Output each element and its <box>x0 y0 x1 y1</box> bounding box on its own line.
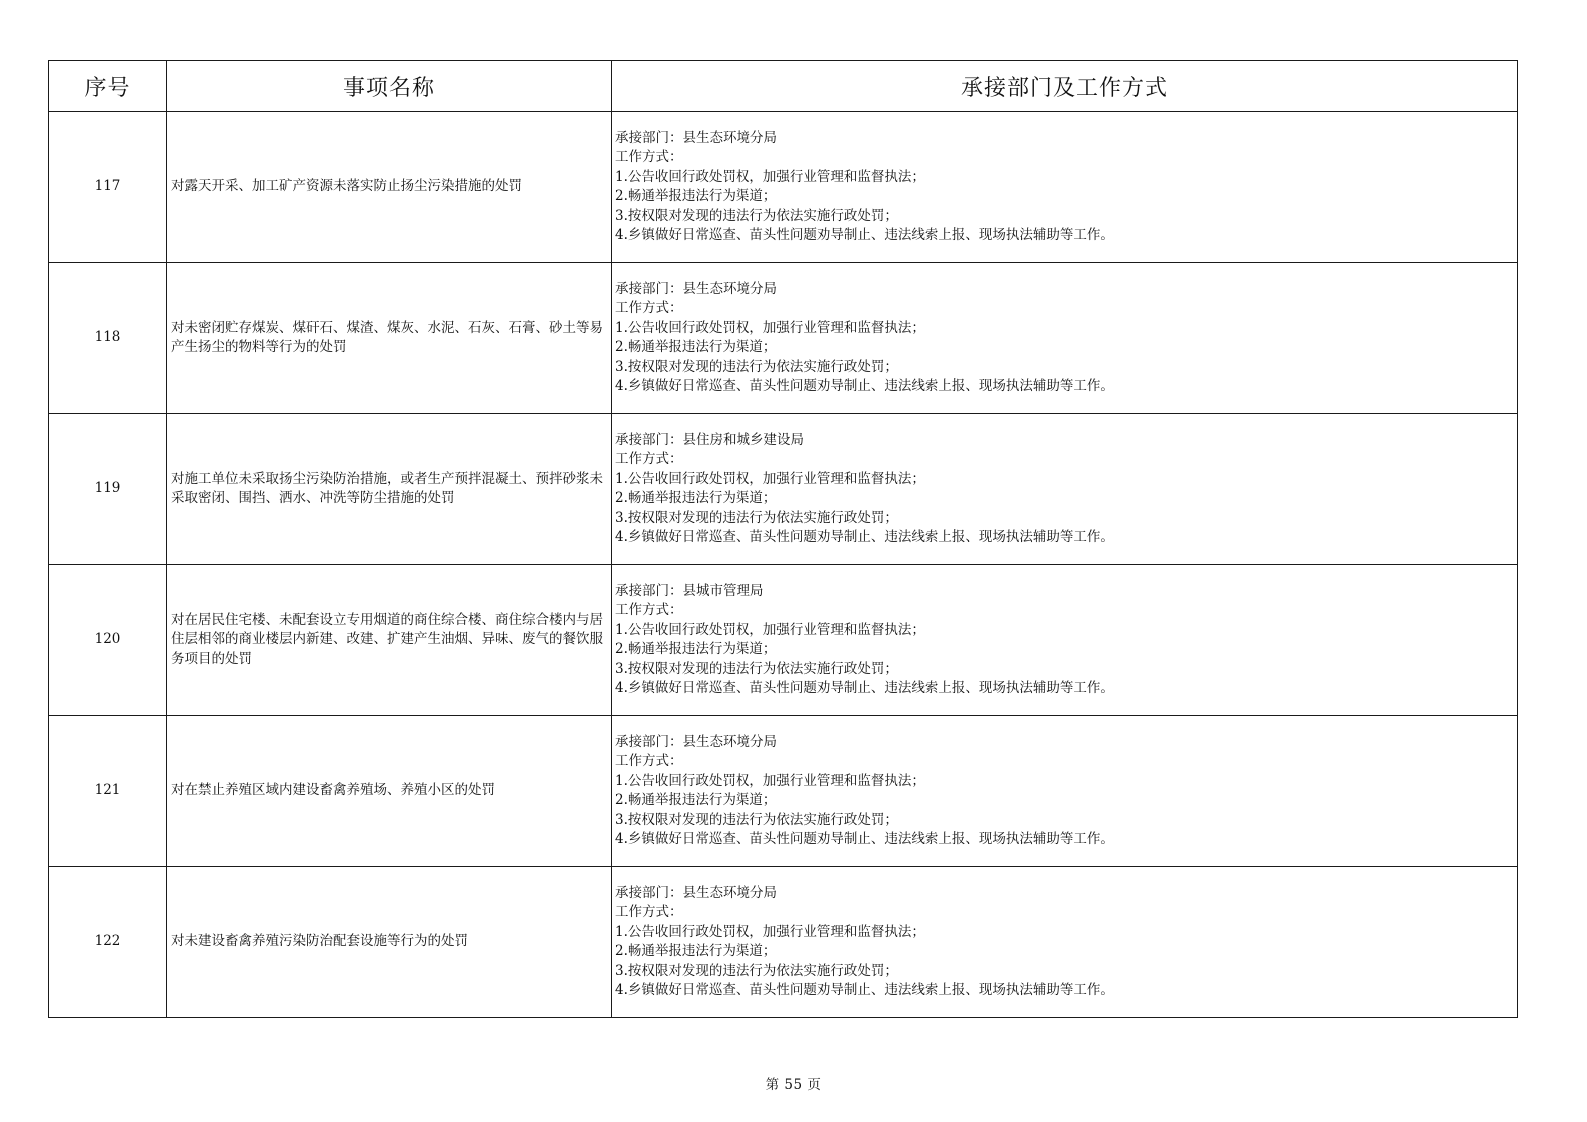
method-label-line: 工作方式： <box>615 149 683 165</box>
table-body <box>49 112 1518 1018</box>
row-serial-number: 122 <box>49 867 167 1018</box>
method-step-1: 1.公告收回行政处罚权，加强行业管理和监督执法； <box>615 621 925 638</box>
row-department-and-method <box>612 867 1518 1018</box>
method-step-2: 2.畅通举报违法行为渠道； <box>615 943 777 959</box>
method-step-2: 2.畅通举报违法行为渠道； <box>615 792 777 808</box>
department-line: 承接部门：县生态环境分局 <box>615 884 777 901</box>
row-department-and-method <box>612 716 1518 867</box>
row-matter-name: 对未密闭贮存煤炭、煤矸石、煤渣、煤灰、水泥、石灰、石膏、砂土等易产生扬尘的物料等行为的处罚 <box>167 263 612 414</box>
method-step-4: 4.乡镇做好日常巡查、苗头性问题劝导制止、违法线索上报、现场执法辅助等工作。 <box>615 227 1114 243</box>
method-step-3: 3.按权限对发现的违法行为依法实施行政处罚； <box>615 962 898 979</box>
header-serial-number: 序号 <box>49 61 167 112</box>
table-row <box>49 414 1518 565</box>
header-row <box>49 61 1518 112</box>
row-matter-name: 对在居民住宅楼、未配套设立专用烟道的商住综合楼、商住综合楼内与居住层相邻的商业楼层内新建、改建、扩建产生油烟、异味、废气的餐饮服务项目的处罚 <box>167 565 612 716</box>
method-step-1: 1.公告收回行政处罚权，加强行业管理和监督执法； <box>615 772 925 789</box>
method-step-1: 1.公告收回行政处罚权，加强行业管理和监督执法； <box>615 319 925 336</box>
row-department-and-method <box>612 565 1518 716</box>
method-step-1: 1.公告收回行政处罚权，加强行业管理和监督执法； <box>615 923 925 940</box>
header-department-and-method: 承接部门及工作方式 <box>612 61 1518 112</box>
department-line: 承接部门：县生态环境分局 <box>615 280 777 297</box>
row-serial-number: 119 <box>49 414 167 565</box>
method-step-2: 2.畅通举报违法行为渠道； <box>615 641 777 657</box>
method-step-4: 4.乡镇做好日常巡查、苗头性问题劝导制止、违法线索上报、现场执法辅助等工作。 <box>615 982 1114 998</box>
header-matter-name: 事项名称 <box>167 61 612 112</box>
method-step-3: 3.按权限对发现的违法行为依法实施行政处罚； <box>615 811 898 828</box>
row-department-and-method <box>612 263 1518 414</box>
method-step-4: 4.乡镇做好日常巡查、苗头性问题劝导制止、违法线索上报、现场执法辅助等工作。 <box>615 680 1114 696</box>
department-line: 承接部门：县生态环境分局 <box>615 129 777 146</box>
row-serial-number: 118 <box>49 263 167 414</box>
method-step-4: 4.乡镇做好日常巡查、苗头性问题劝导制止、违法线索上报、现场执法辅助等工作。 <box>615 529 1114 545</box>
row-serial-number: 117 <box>49 112 167 263</box>
table-row <box>49 867 1518 1018</box>
row-matter-name: 对露天开采、加工矿产资源未落实防止扬尘污染措施的处罚 <box>167 112 612 263</box>
method-step-4: 4.乡镇做好日常巡查、苗头性问题劝导制止、违法线索上报、现场执法辅助等工作。 <box>615 831 1114 847</box>
method-step-3: 3.按权限对发现的违法行为依法实施行政处罚； <box>615 660 898 677</box>
method-label-line: 工作方式： <box>615 451 683 467</box>
department-line: 承接部门：县生态环境分局 <box>615 733 777 750</box>
department-line: 承接部门：县住房和城乡建设局 <box>615 431 804 448</box>
method-label-line: 工作方式： <box>615 602 683 618</box>
table-row <box>49 716 1518 867</box>
method-label-line: 工作方式： <box>615 753 683 769</box>
row-serial-number: 121 <box>49 716 167 867</box>
row-matter-name: 对在禁止养殖区域内建设畜禽养殖场、养殖小区的处罚 <box>167 716 612 867</box>
method-step-3: 3.按权限对发现的违法行为依法实施行政处罚； <box>615 358 898 375</box>
method-label-line: 工作方式： <box>615 300 683 316</box>
method-step-3: 3.按权限对发现的违法行为依法实施行政处罚； <box>615 509 898 526</box>
table-row <box>49 112 1518 263</box>
department-line: 承接部门：县城市管理局 <box>615 582 764 599</box>
method-step-2: 2.畅通举报违法行为渠道； <box>615 188 777 204</box>
method-step-4: 4.乡镇做好日常巡查、苗头性问题劝导制止、违法线索上报、现场执法辅助等工作。 <box>615 378 1114 394</box>
method-label-line: 工作方式： <box>615 904 683 920</box>
method-step-2: 2.畅通举报违法行为渠道； <box>615 339 777 355</box>
table-row <box>49 263 1518 414</box>
page-number: 第 55 页 <box>765 1077 822 1093</box>
method-step-3: 3.按权限对发现的违法行为依法实施行政处罚； <box>615 207 898 224</box>
matters-table <box>48 60 1518 1018</box>
row-matter-name: 对施工单位未采取扬尘污染防治措施，或者生产预拌混凝土、预拌砂浆未采取密闭、围挡、洒水、冲洗等防尘措施的处罚 <box>167 414 612 565</box>
row-department-and-method <box>612 112 1518 263</box>
row-matter-name: 对未建设畜禽养殖污染防治配套设施等行为的处罚 <box>167 867 612 1018</box>
table-row <box>49 565 1518 716</box>
method-step-1: 1.公告收回行政处罚权，加强行业管理和监督执法； <box>615 470 925 487</box>
row-department-and-method <box>612 414 1518 565</box>
row-serial-number: 120 <box>49 565 167 716</box>
method-step-1: 1.公告收回行政处罚权，加强行业管理和监督执法； <box>615 168 925 185</box>
method-step-2: 2.畅通举报违法行为渠道； <box>615 490 777 506</box>
